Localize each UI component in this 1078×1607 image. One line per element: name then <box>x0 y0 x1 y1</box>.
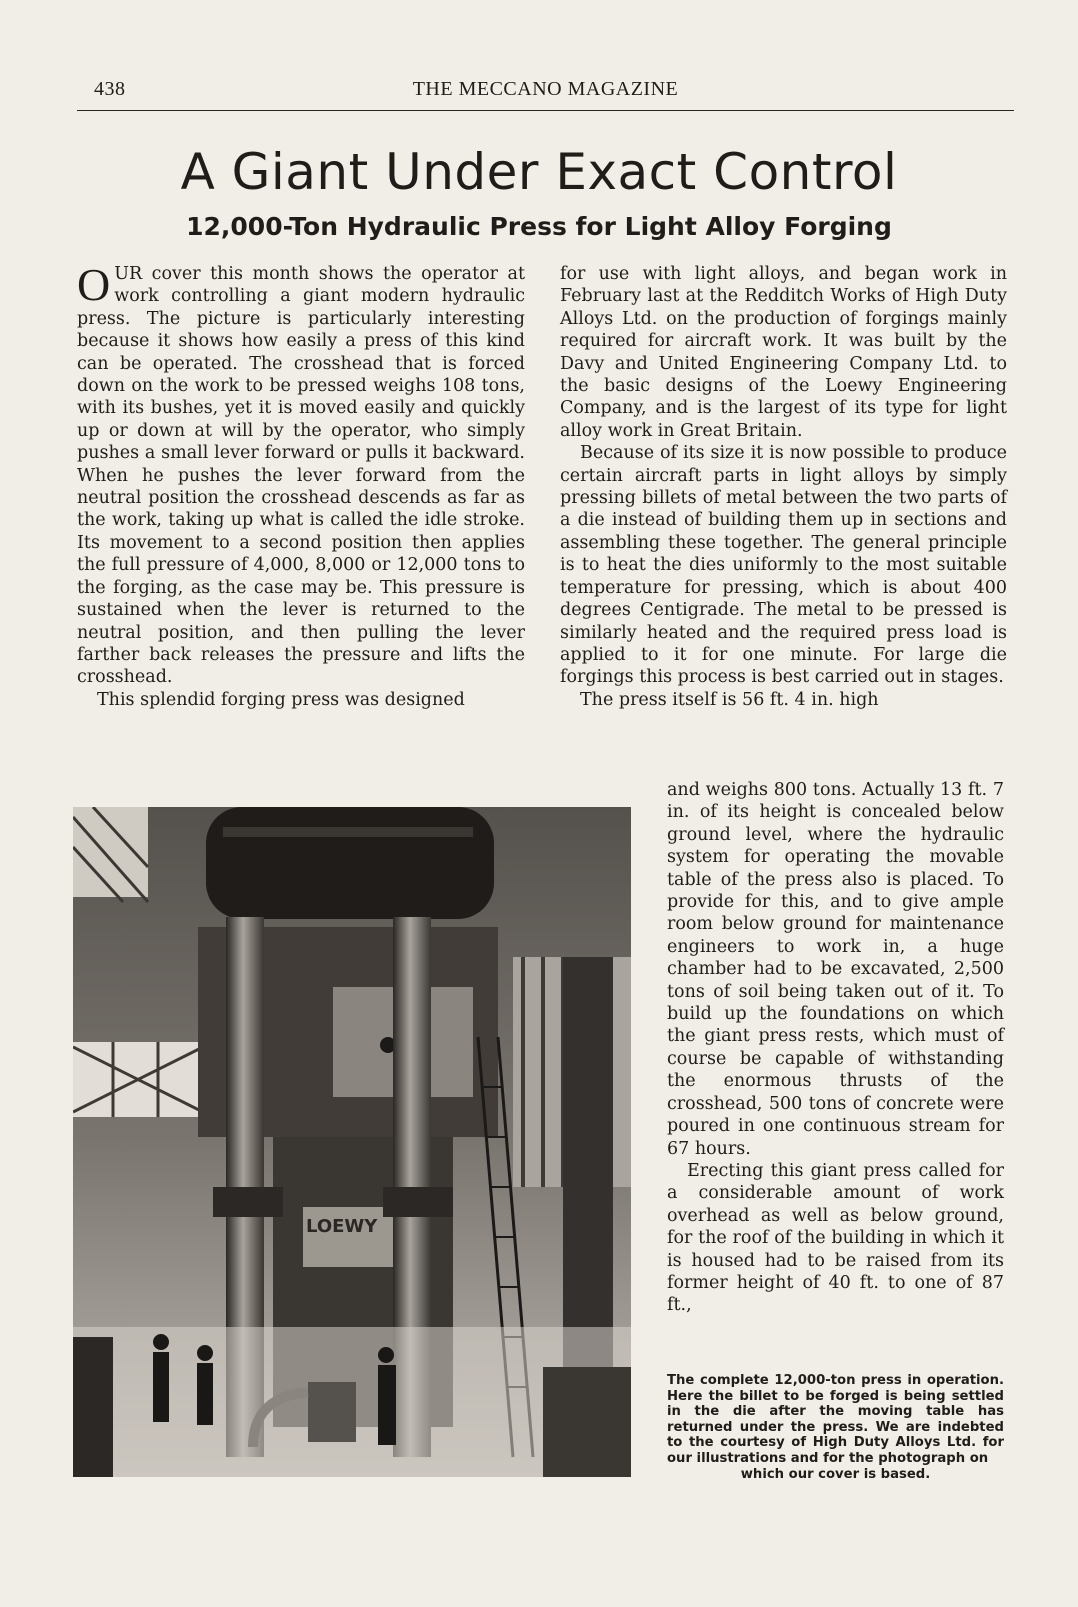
article-subtitle: 12,000-Ton Hydraulic Press for Light Alloy Forging <box>186 212 892 241</box>
paragraph-intro <box>77 259 525 689</box>
paragraph-principle: Because of its size it is now possible to produce certain aircraft parts in light alloys by simply pressing billets of metal between the two parts of a die instead of building them up in sections and assembling these together. The general principle is to heat the dies uniformly to the most suitable temperature for pressing, which is about 400 degrees Centigrade. The metal to be pressed is similarly heated and the required press load is applied to it for one minute. For large die forgings this process is best carried out in stages. <box>560 443 1007 688</box>
photo-lettering: LOEWY <box>306 1216 378 1237</box>
paragraph-dimensions-start: The press itself is 56 ft. 4 in. high <box>580 689 879 710</box>
intro-text: UR cover this month shows the operator at work controlling a giant modern hydraulic press. The picture is particularly interesting because it shows how easily a press of this kind can be operated. The crosshead that is forced down on the work to be pressed weighs 108 tons, with its bushes, yet it is moved easily and quickly up or down at will by the operator, who simply pushes a small lever forward or pulls it backward. When he pushes the lever forward from the neutral position the crosshead descends as far as the work, taking up what is called the idle stroke. Its movement to a second position then applies the full pressure of 4,000, 8,000 or 12,000 tons to the forging, as the case may be. This pressure is sustained when the lever is returned to the neutral position, and then pulling the lever farther back releases the pressure and lifts the crosshead. <box>77 264 525 688</box>
drop-cap: O <box>77 259 111 310</box>
photo-caption <box>667 1373 1004 1482</box>
running-head <box>77 76 1014 111</box>
page-number: 438 <box>94 78 126 100</box>
caption-last-line: which our cover is based. <box>740 1466 931 1482</box>
paragraph-erecting: Erecting this giant press called for a considerable amount of work overhead as well as below ground, for the roof of the building in which it is housed had to be raised from its former height of 40 ft. to one of 87 ft., <box>667 1160 1004 1316</box>
caption-text: The complete 12,000-ton press in operation. Here the billet to be forged is being settled in the die after the moving table has returned under the press. We are indebted to the courtesy of High Duty Alloys Ltd. for our illustrations and for the photograph on <box>667 1373 1004 1466</box>
photo-illustration <box>73 807 631 1477</box>
paragraph-design: This splendid forging press was designed <box>97 689 465 710</box>
press-photograph <box>73 807 631 1477</box>
article-column-narrow <box>667 779 1004 1317</box>
paragraph-dimensions: and weighs 800 tons. Actually 13 ft. 7 in. of its height is concealed below ground level, where the hydraulic system for operating the movable table of the press also is placed. To provide for this, and to give ample room below ground for maintenance engineers to work in, a huge chamber had to be excavated, 2,500 tons of soil being taken out of it. To build up the foundations on which the giant press rests, which must of course be capable of withstanding the enormous thrusts of the crosshead, 500 tons of concrete were poured in one continuous stream for 67 hours. <box>667 780 1004 1159</box>
paragraph-light-alloys: for use with light alloys, and began work in February last at the Redditch Works of High Duty Alloys Ltd. on the production of forgings mainly required for aircraft work. It was built by the Davy and United Engineering Company Ltd. to the basic designs of the Loewy Engineering Company, and is the largest of its type for light alloy work in Great Britain. <box>560 264 1007 441</box>
article-title: A Giant Under Exact Control <box>180 143 898 201</box>
article-column-right <box>560 263 1007 711</box>
article-column-left <box>77 259 525 711</box>
magazine-name: THE MECCANO MAGAZINE <box>412 78 679 100</box>
